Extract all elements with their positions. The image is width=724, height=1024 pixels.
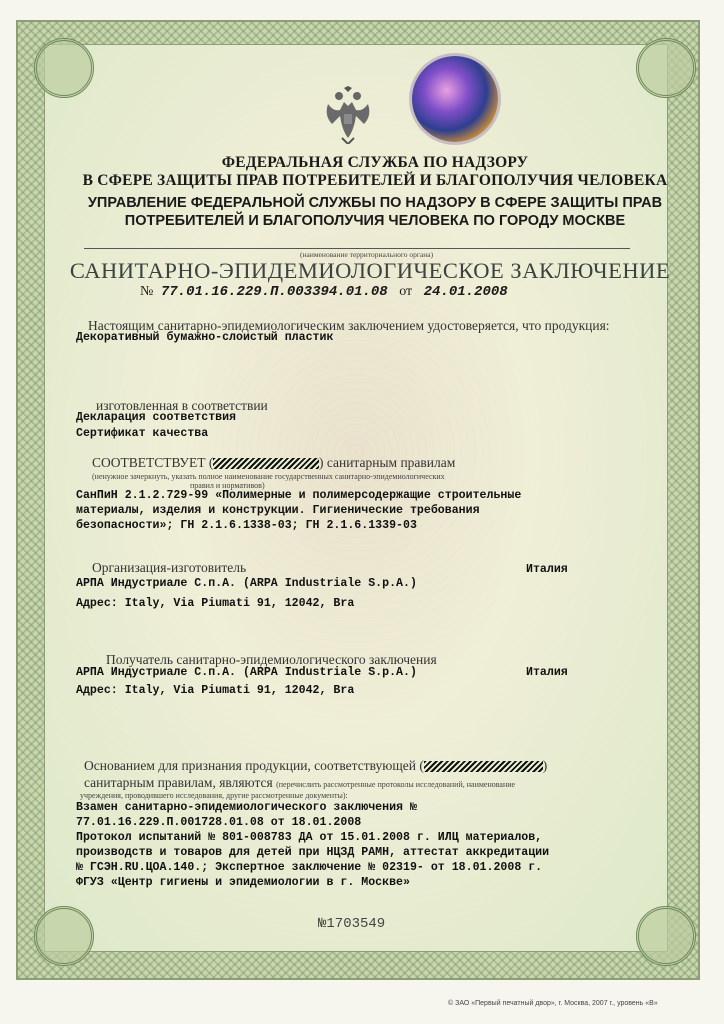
compliance-label-end: ) санитарным правилам — [318, 455, 456, 470]
compliance-hint-2: правил и нормативов) — [190, 481, 265, 490]
product-intro: Настоящим санитарно-эпидемиологическим заключением удостоверяется, что продукция: — [88, 318, 610, 333]
compliance-hint-1: (ненужное зачеркнуть, указать полное наименование государственных санитарно-эпидемиологических — [92, 472, 445, 481]
corner-ornament — [34, 906, 94, 966]
corner-ornament — [636, 906, 696, 966]
printer-footer: © ЗАО «Первый печатный двор», г. Москва, 2007 г., уровень «В» — [448, 1000, 658, 1007]
form-serial-number: №1703549 — [318, 916, 386, 932]
document-title: САНИТАРНО-ЭПИДЕМИОЛОГИЧЕСКОЕ ЗАКЛЮЧЕНИЕ — [69, 258, 671, 283]
manufacturer-name: АРПА Индустриале С.п.А. (ARPA Industriale S.p.A.) — [76, 577, 417, 590]
recipient-country: Италия — [526, 666, 568, 679]
basis-line-2: 77.01.16.229.П.001728.01.08 от 18.01.2008 — [76, 816, 362, 829]
basis-label-start: Основанием для признания продукции, соответствующей ( — [84, 758, 424, 773]
rules-line-2: материалы, изделия и конструкции. Гигиенические требования — [76, 504, 480, 517]
certificate-number: 77.01.16.229.П.003394.01.08 — [160, 284, 388, 300]
compliance-label-start: СООТВЕТСТВУЕТ ( — [92, 455, 214, 470]
territorial-hint: (наименование территориального органа) — [300, 250, 434, 259]
recipient-label: Получатель санитарно-эпидемиологического заключения — [106, 652, 437, 667]
divider — [84, 248, 630, 249]
certificate-number-line — [140, 284, 508, 300]
struck-text — [424, 761, 543, 772]
rules-line-1: СанПиН 2.1.2.729-99 «Полимерные и полимерсодержащие строительные — [76, 489, 522, 502]
basis-label-line-2-text: санитарным правилам, являются — [84, 775, 273, 790]
made-doc-2: Сертификат качества — [76, 427, 209, 440]
manufacturer-address: Адрес: Italy, Via Piumati 91, 12042, Bra — [76, 597, 355, 610]
certificate-date: 24.01.2008 — [423, 284, 508, 300]
hologram-seal-icon — [412, 56, 498, 142]
product-name: Декоративный бумажно-слоистый пластик — [76, 331, 334, 344]
basis-line-5: № ГСЭН.RU.ЦОА.140.; Экспертное заключение № 02319- от 18.01.2008 г. — [76, 861, 543, 874]
manufacturer-label: Организация-изготовитель — [92, 560, 247, 575]
rules-line-3: безопасности»; ГН 2.1.6.1338-03; ГН 2.1.6.1339-03 — [76, 519, 417, 532]
basis-hint-2: учреждения, проводившего исследования, другие рассмотренные документы): — [80, 791, 348, 800]
basis-line-1: Взамен санитарно-эпидемиологического заключения № — [76, 801, 417, 814]
department-title: УПРАВЛЕНИЕ ФЕДЕРАЛЬНОЙ СЛУЖБЫ ПО НАДЗОРУ В СФЕРЕ ЗАЩИТЫ ПРАВ ПОТРЕБИТЕЛЕЙ И БЛАГОПОЛУЧИЯ ЧЕЛОВЕКА ПО ГОРОДУ МОСКВЕ — [87, 195, 663, 229]
recipient-name: АРПА Индустриале С.п.А. (ARPA Industriale S.p.A.) — [76, 666, 417, 679]
basis-hint-inline: (перечислить рассмотренные протоколы исследований, наименование — [276, 780, 516, 789]
basis-label-end: ) — [542, 758, 548, 773]
number-prefix: № — [140, 284, 154, 299]
federal-service-title: ФЕДЕРАЛЬНАЯ СЛУЖБА ПО НАДЗОРУ В СФЕРЕ ЗАЩИТЫ ПРАВ ПОТРЕБИТЕЛЕЙ И БЛАГОПОЛУЧИЯ ЧЕЛОВЕКА — [82, 154, 668, 189]
made-label: изготовленная в соответствии — [96, 398, 268, 413]
basis-line-3: Протокол испытаний № 801-008783 ДА от 15.01.2008 г. ИЛЦ материалов, — [76, 831, 543, 844]
basis-line-4: производств и товаров для детей при НЦЗД РАМН, аттестат аккредитации — [76, 846, 550, 859]
recipient-address: Адрес: Italy, Via Piumati 91, 12042, Bra — [76, 684, 355, 697]
corner-ornament — [34, 38, 94, 98]
struck-text — [213, 458, 319, 469]
double-headed-eagle-emblem-icon — [322, 86, 374, 144]
made-doc-1: Декларация соответствия — [76, 411, 237, 424]
basis-line-6: ФГУЗ «Центр гигиены и эпидемиологии в г. Москве» — [76, 876, 410, 889]
manufacturer-country: Италия — [526, 563, 568, 576]
basis-label — [84, 758, 547, 774]
corner-ornament — [636, 38, 696, 98]
date-prefix: от — [399, 284, 413, 299]
compliance-label — [92, 455, 455, 471]
basis-label-line-2 — [84, 775, 515, 791]
